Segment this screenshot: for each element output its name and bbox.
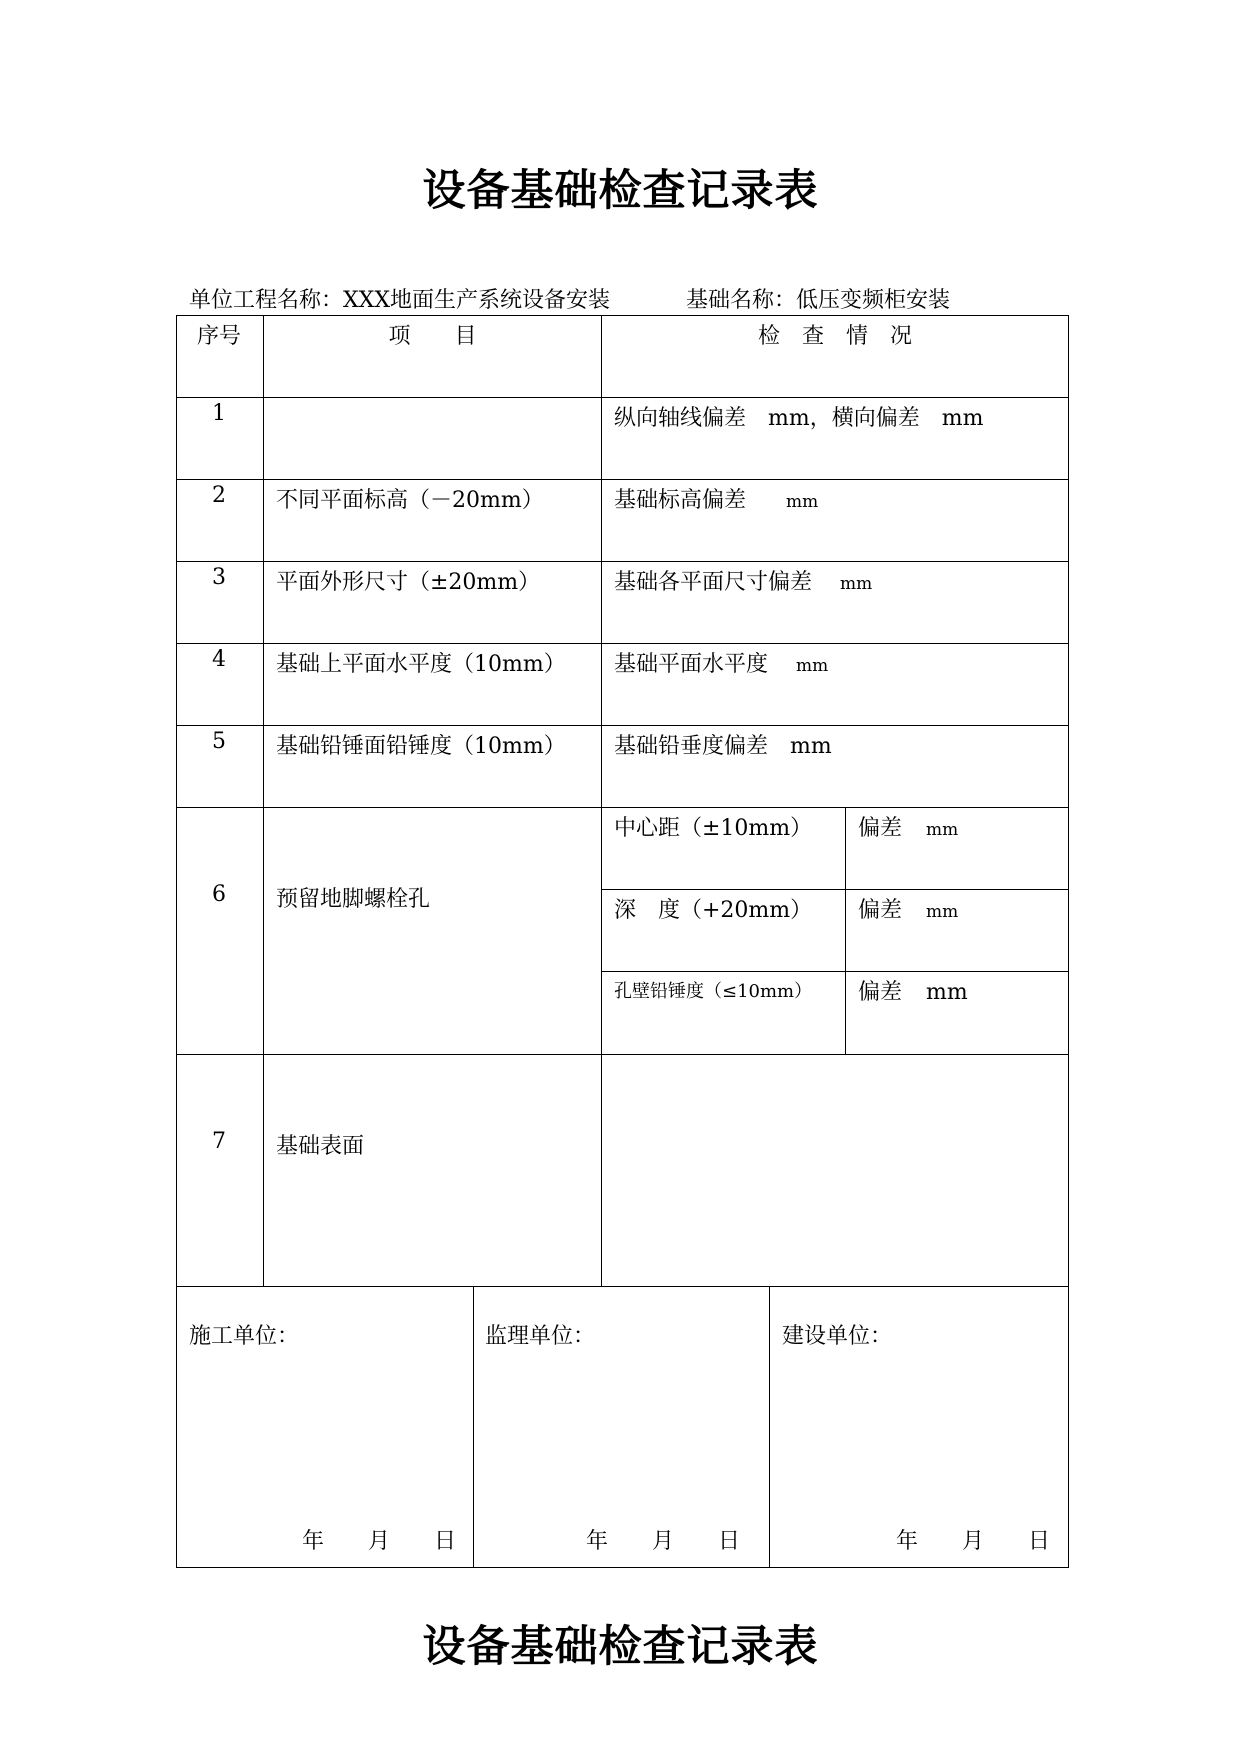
sub-dev [858, 893, 958, 924]
row-check: 基础铅垂度偏差 mm [614, 734, 832, 759]
page-title: 设备基础检查记录表 [422, 166, 819, 216]
row-check-unit: mm [786, 492, 819, 512]
row-divider [176, 807, 1069, 808]
row-seq: 7 [212, 1129, 226, 1154]
row-seq: 5 [212, 729, 226, 754]
sub-label: 中心距（±10mm） [614, 816, 813, 841]
table-border-bottom [176, 1567, 1069, 1568]
row-item: 基础表面 [276, 1134, 365, 1159]
row-divider [176, 1054, 1069, 1055]
row-seq: 4 [212, 647, 226, 672]
row-item: 不同平面标高（－20mm） [276, 488, 544, 513]
sub-dev-label: 偏差 [858, 816, 903, 841]
sub-label: 孔壁铅锤度（≤10mm） [614, 981, 813, 1002]
col-divider [263, 315, 264, 1286]
row-check [614, 483, 818, 514]
row-divider [176, 479, 1069, 480]
table-border-top [176, 315, 1069, 316]
page-title-repeat: 设备基础检查记录表 [422, 1622, 819, 1672]
header-seq: 序号 [196, 324, 241, 349]
sub-dev-unit: mm [926, 980, 968, 1005]
row-item: 基础铅锤面铅锤度（10mm） [276, 734, 566, 759]
sub-label: 深 度（+20mm） [614, 898, 813, 923]
sub-dev-unit: mm [926, 820, 959, 840]
row-seq: 1 [212, 401, 226, 426]
table-border-right [1068, 315, 1069, 1567]
row-divider [176, 561, 1069, 562]
row-check-label: 基础标高偏差 [614, 488, 747, 513]
signature-date: 年 月 日 [586, 1529, 741, 1554]
row-check-unit: mm [796, 656, 829, 676]
foundation-value: 低压变频柜安装 [796, 288, 951, 313]
row-divider [602, 889, 1069, 890]
row-seq: 6 [212, 882, 226, 907]
row-item: 基础上平面水平度（10mm） [276, 652, 566, 677]
sub-dev [858, 975, 968, 1006]
sub-dev [858, 811, 958, 842]
col-divider [769, 1286, 770, 1567]
row-item: 平面外形尺寸（±20mm） [276, 570, 541, 595]
row-check-label: 基础各平面尺寸偏差 [614, 570, 813, 595]
row-divider [176, 643, 1069, 644]
row-seq: 3 [212, 565, 226, 590]
signature-label: 监理单位： [485, 1324, 596, 1349]
col-divider [473, 1286, 474, 1567]
col-divider [845, 807, 846, 1054]
row-check: 纵向轴线偏差 mm，横向偏差 mm [614, 406, 984, 431]
row-divider [176, 725, 1069, 726]
foundation-label: 基础名称： [686, 288, 797, 313]
row-check-label: 基础平面水平度 [614, 652, 769, 677]
signature-label: 建设单位： [782, 1324, 893, 1349]
header-status: 检 查 情 况 [757, 324, 912, 349]
row-divider [602, 971, 1069, 972]
sub-dev-unit: mm [926, 902, 959, 922]
row-item: 预留地脚螺栓孔 [276, 887, 431, 912]
sub-dev-label: 偏差 [858, 980, 903, 1005]
project-value: XXX地面生产系统设备安装 [343, 288, 611, 313]
row-check [614, 565, 872, 596]
col-divider [601, 315, 602, 1286]
signature-date: 年 月 日 [896, 1529, 1051, 1554]
signature-label: 施工单位： [189, 1324, 300, 1349]
sub-dev-label: 偏差 [858, 898, 903, 923]
header-item: 项 目 [388, 324, 477, 349]
row-seq: 2 [212, 483, 226, 508]
project-label: 单位工程名称： [189, 288, 344, 313]
row-check [614, 647, 828, 678]
row-divider [176, 397, 1069, 398]
row-check-unit: mm [840, 574, 873, 594]
row-divider [176, 1286, 1069, 1287]
signature-date: 年 月 日 [302, 1529, 457, 1554]
